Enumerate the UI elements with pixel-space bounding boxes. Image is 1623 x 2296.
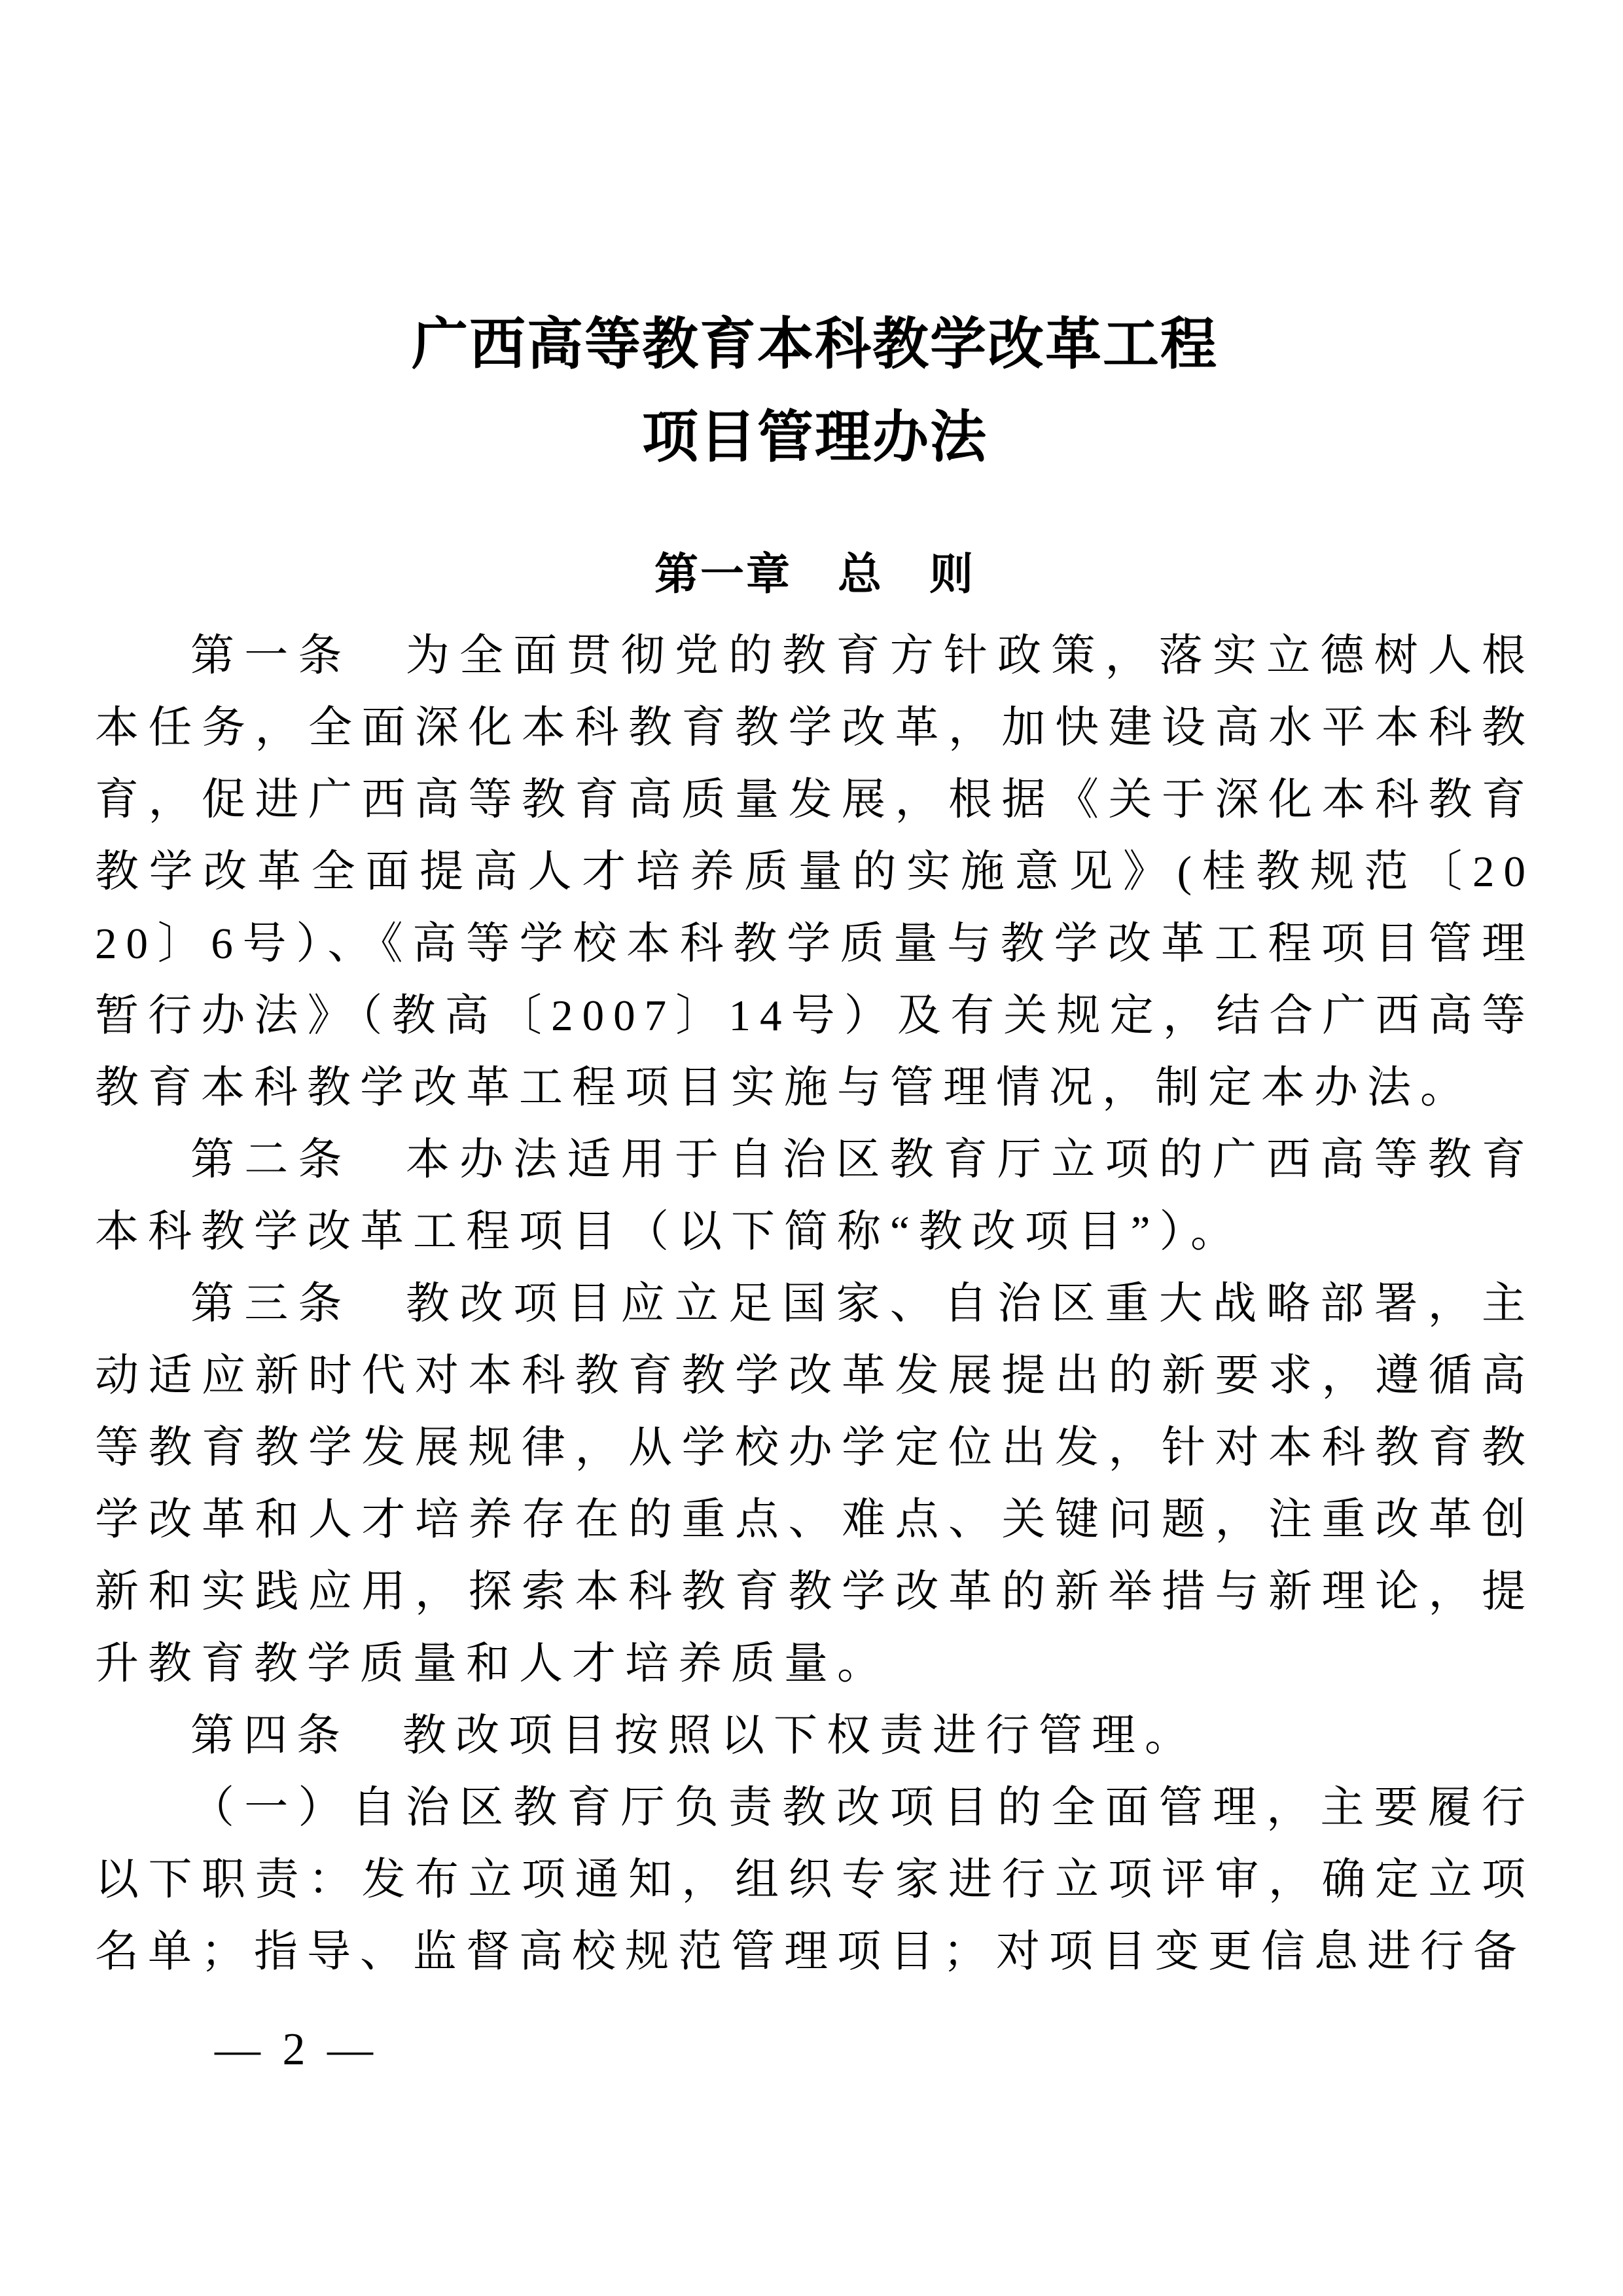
- document-title-line-2: 项目管理办法: [642, 406, 988, 469]
- paragraph-article-4: 第四条 教改项目按照以下权责进行管理。: [190, 1712, 1198, 1760]
- document-body: [95, 620, 1535, 1988]
- chapter-heading: 第一章 总 则: [654, 550, 975, 599]
- document-title-line-1: 广西高等教育本科教学改革工程: [412, 313, 1218, 376]
- page-number-footer: — 2 —: [215, 2024, 378, 2075]
- paragraph-article-1: 第一条 为全面贯彻党的教育方针政策，落实立德树人根本任务，全面深化本科教育教学改革，加快建设高水平本科教育，促进广西高等教育高质量发展，根据《关于深化本科教育教学改革全面提高人才培养质量的实施意见》(桂教规范〔2020〕6号）、《高等学校本科教学质量与教学改革工程项目管理暂行办法》（教高〔2007〕14号）及有关规定，结合广西高等教育本科教学改革工程项目实施与管理情况，制定本办法。: [95, 632, 1535, 1112]
- document-title: [95, 298, 1535, 484]
- paragraph-article-2: 第二条 本办法适用于自治区教育厅立项的广西高等教育本科教学改革工程项目（以下简称“教改项目”）。: [95, 1136, 1535, 1256]
- paragraph-article-3: 第三条 教改项目应立足国家、自治区重大战略部署，主动适应新时代对本科教育教学改革发展提出的新要求，遵循高等教育教学发展规律，从学校办学定位出发，针对本科教育教学改革和人才培养存在的重点、难点、关键问题，注重改革创新和实践应用，探索本科教育教学改革的新举措与新理论，提升教育教学质量和人才培养质量。: [95, 1280, 1535, 1688]
- paragraph-article-4-item-1: （一）自治区教育厅负责教改项目的全面管理，主要履行以下职责：发布立项通知，组织专家进行立项评审，确定立项名单；指导、监督高校规范管理项目；对项目变更信息进行备: [95, 1784, 1535, 1976]
